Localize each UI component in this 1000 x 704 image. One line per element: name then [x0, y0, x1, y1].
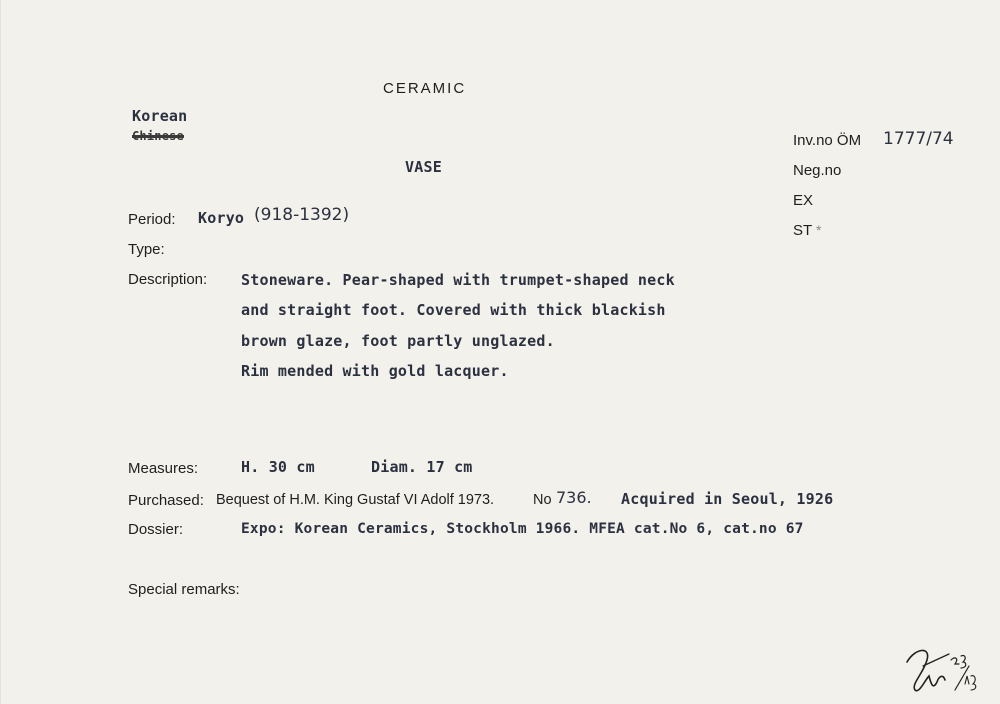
- inv-no-value: 1777/74: [883, 129, 954, 149]
- measures-label: Measures:: [128, 460, 199, 477]
- description-label: Description:: [128, 271, 208, 288]
- measures-diameter: Diam. 17 cm: [371, 458, 473, 476]
- purchased-label: Purchased:: [128, 492, 204, 509]
- description-line: Rim mended with gold lacquer.: [241, 362, 509, 380]
- type-label: Type:: [128, 241, 165, 258]
- description-line: Stoneware. Pear-shaped with trumpet-shaped neck: [241, 271, 675, 289]
- object-name: VASE: [405, 158, 442, 176]
- purchased-text: Bequest of H.M. King Gustaf VI Adolf 1973.: [216, 492, 495, 508]
- description-line: brown glaze, foot partly unglazed.: [241, 332, 555, 350]
- inv-no-label: Inv.no ÖM: [793, 132, 862, 149]
- st-label: ST: [793, 222, 813, 239]
- neg-no-label: Neg.no: [793, 162, 842, 179]
- special-remarks-label: Special remarks:: [128, 581, 240, 598]
- culture-label: Korean: [132, 107, 188, 125]
- purchased-no-value: 736.: [556, 488, 592, 507]
- purchased-no-label: No: [533, 492, 552, 508]
- culture-struck-out: Chinese: [132, 129, 184, 143]
- dossier-text: Expo: Korean Ceramics, Stockholm 1966. MFEA cat.No 6, cat.no 67: [241, 521, 804, 537]
- handwritten-signature: [901, 640, 981, 698]
- category-heading: CERAMIC: [383, 80, 467, 97]
- dossier-label: Dossier:: [128, 521, 184, 538]
- period-dates: (918-1392): [254, 205, 350, 225]
- period-value: Koryo: [198, 209, 245, 227]
- description-line: and straight foot. Covered with thick blackish: [241, 301, 666, 319]
- ex-label: EX: [793, 192, 814, 209]
- measures-height: H. 30 cm: [241, 458, 315, 476]
- period-label: Period:: [128, 211, 176, 228]
- st-mark: *: [816, 222, 822, 238]
- purchased-acquired: Acquired in Seoul, 1926: [621, 490, 834, 508]
